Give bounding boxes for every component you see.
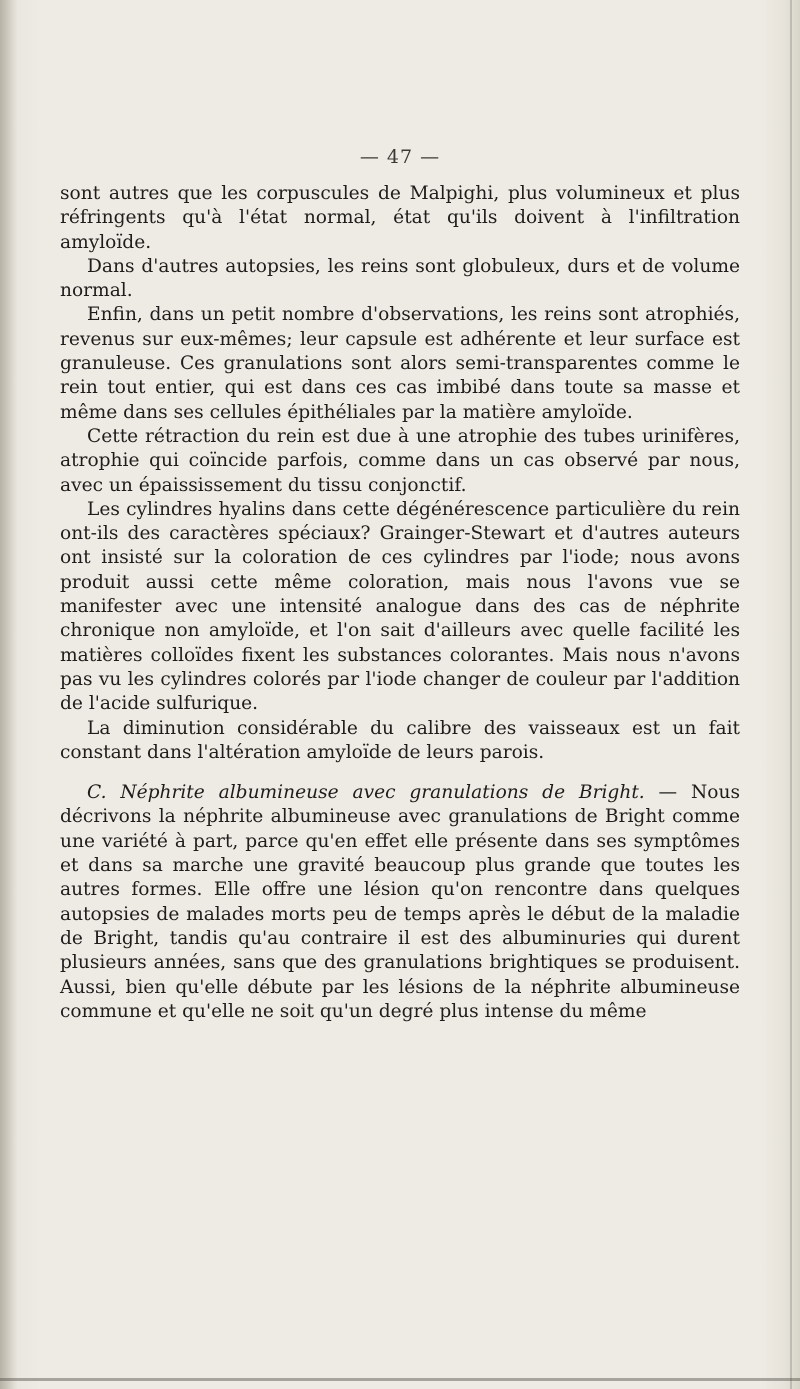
paragraph-globular-kidneys: Dans d'autres autopsies, les reins sont globuleux, durs et de volume normal. [60,255,740,302]
page-edge-line [790,0,792,1389]
page-binding-shadow [0,0,18,1389]
paragraph-continuation: sont autres que les corpuscules de Malpighi, plus volumineux et plus réfringents qu'à l'état normal, état qu'ils doivent à l'infiltration amyloïde. [60,183,740,253]
paragraph-retraction: Cette rétraction du rein est due à une atrophie des tubes urinifères, atrophie qui coïncide parfois, comme dans un cas observé par nous, avec un épaississement du tissu conjonctif. [60,425,740,496]
page-bottom-edge [0,1378,800,1381]
section-c-paragraph [60,781,740,1024]
section-c-body: — Nous décrivons la néphrite albumineuse avec granulations de Bright comme une variété à part, parce qu'en effet elle présente dans ses symptômes et dans sa marche une gravité beaucoup plus grande que toutes les autres formes. Elle offre une lésion qu'on rencontre dans quelques autopsies de malades morts peu de temps après le début de la maladie de Bright, tandis qu'au contraire il est des albuminuries qui durent plusieurs années, sans que des granulations brightiques se produisent. Aussi, bien qu'elle débute par les lésions de la néphrite albumineuse commune et qu'elle ne soit qu'un degré plus intense du même [60,782,740,1022]
paragraph-vessel-caliber: La diminution considérable du calibre des vaisseaux est un fait constant dans l'altération amyloïde de leurs parois. [60,717,740,763]
paragraph-hyaline-casts: Les cylindres hyalins dans cette dégénérescence particulière du rein ont-ils des caractères spéciaux? Grainger-Stewart et d'autres auteurs ont insisté sur la coloration de ces cylindres par l'iode; nous avons produit aussi cette même coloration, mais nous l'avons vue se manifester avec une intensité analogue dans des cas de néphrite chronique non amyloïde, et l'on sait d'ailleurs avec quelle facilité les matières colloïdes fixent les substances colorantes. Mais nous n'avons pas vu les cylindres colorés par l'iode changer de couleur par l'addition de l'acide sulfurique. [60,498,740,715]
section-c-heading: C. Néphrite albumineuse avec granulations de Bright. [87,782,645,804]
page-number: — 47 — [359,146,441,168]
body-text [60,182,740,1024]
paragraph-atrophied-kidneys: Enfin, dans un petit nombre d'observations, les reins sont atrophiés, revenus sur eux-mêmes; leur capsule est adhérente et leur surface est granuleuse. Ces granulations sont alors semi-transparentes comme le rein tout entier, qui est dans ces cas imbibé dans toute sa masse et même dans ses cellules épithéliales par la matière amyloïde. [60,304,740,423]
